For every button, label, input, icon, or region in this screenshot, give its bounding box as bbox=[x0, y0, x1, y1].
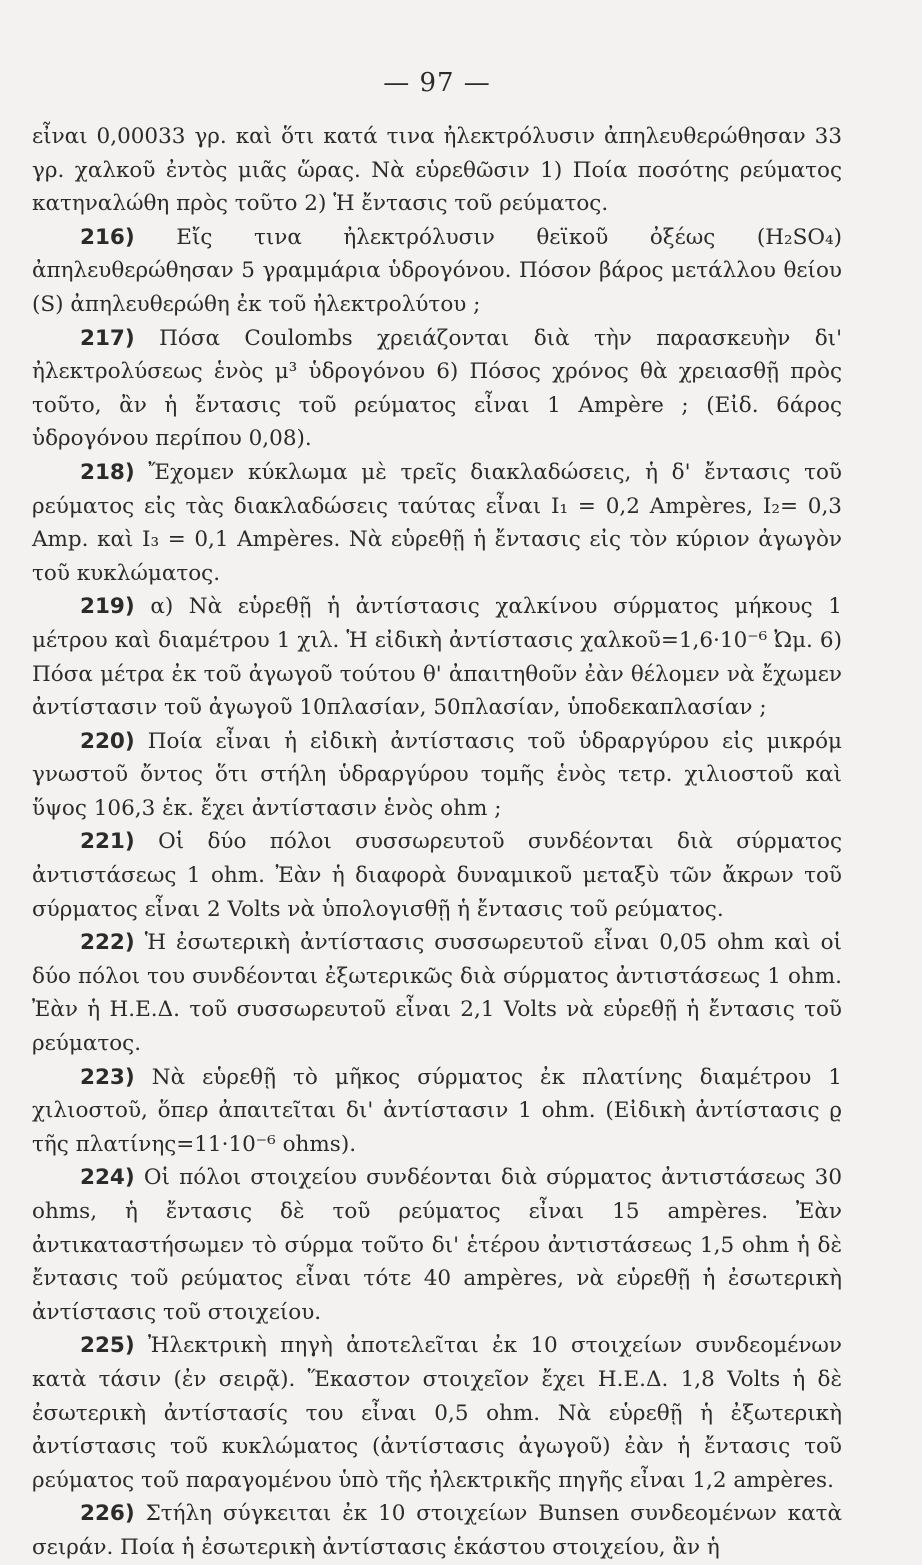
problem-number: 223) bbox=[80, 1064, 135, 1090]
problem-p216 bbox=[32, 221, 842, 322]
problem-text: Στήλη σύγκειται ἐκ 10 στοιχείων Bunsen συνδεομένων κατὰ σειράν. Ποία ἡ ἐσωτερικὴ ἀντίστασις ἑκάστου στοιχείου, ἂν ἡ bbox=[32, 1501, 842, 1560]
problem-p226 bbox=[32, 1497, 842, 1564]
problem-number: 216) bbox=[80, 224, 135, 250]
problem-number: 226) bbox=[80, 1501, 135, 1527]
problem-p223 bbox=[32, 1061, 842, 1162]
page-number: — 97 — bbox=[383, 68, 491, 98]
problem-text: Εἴς τινα ἠλεκτρόλυσιν θεϊκοῦ ὀξέως (H₂SO₄) ἀπηλευθερώθησαν 5 γραμμάρια ὑδρογόνου. Πόσον βάρος μετάλλου θείου (S) ἀπηλευθερώθη ἐκ τοῦ ἠλεκτρολύτου ; bbox=[32, 224, 842, 317]
problem-p221 bbox=[32, 825, 842, 926]
problem-text: Ποία εἶναι ἡ εἰδικὴ ἀντίστασις τοῦ ὑδραργύρου εἰς μικρόμ γνωστοῦ ὄντος ὅτι στήλη ὑδραργύρου τομῆς ἑνὸς τετρ. χιλιοστοῦ καὶ ὕψος 106,3 ἑκ. ἔχει ἀντίστασιν ἑνὸς ohm ; bbox=[32, 728, 842, 821]
problem-intro bbox=[32, 120, 842, 221]
problem-text: Ἔχομεν κύκλωμα μὲ τρεῖς διακλαδώσεις, ἡ δ' ἔντασις τοῦ ρεύματος εἰς τὰς διακλαδώσεις ταύτας εἶναι I₁ = 0,2 Ampères, I₂= 0,3 Amp. καὶ I₃ = 0,1 Ampères. Νὰ εὑρεθῇ ἡ ἔντασις εἰς τὸν κύριον ἀγωγὸν τοῦ κυκλώματος. bbox=[32, 459, 842, 586]
problem-p222 bbox=[32, 926, 842, 1060]
problem-p224 bbox=[32, 1161, 842, 1329]
problem-number: 225) bbox=[80, 1333, 135, 1359]
problem-p218 bbox=[32, 456, 842, 590]
problem-number: 218) bbox=[80, 459, 135, 485]
problem-text: Οἱ πόλοι στοιχείου συνδέονται διὰ σύρματος ἀντιστάσεως 30 ohms, ἡ ἔντασις δὲ τοῦ ρεύματος εἶναι 15 ampères. Ἐὰν ἀντικαταστήσωμεν τὸ σύρμα τοῦτο δι' ἑτέρου ἀντιστάσεως 1,5 ohm ἡ δὲ ἔντασις τοῦ ρεύματος εἶναι τότε 40 ampères, νὰ εὑρεθῇ ἡ ἐσωτερικὴ ἀντίστασις τοῦ στοιχείου. bbox=[32, 1165, 842, 1325]
problem-text: α) Νὰ εὑρεθῇ ἡ ἀντίστασις χαλκίνου σύρματος μήκους 1 μέτρου καὶ διαμέτρου 1 χιλ. Ἡ εἰδικὴ ἀντίστασις χαλκοῦ=1,6·10⁻⁶ Ὠμ. 6) Πόσα μέτρα ἐκ τοῦ ἀγωγοῦ τούτου θ' ἀπαιτηθοῦν ἐὰν θέλομεν νὰ ἔχωμεν ἀντίστασιν τοῦ ἀγωγοῦ 10πλασίαν, 50πλασίαν, ὑποδεκαπλασίαν ; bbox=[32, 594, 842, 721]
problem-p220 bbox=[32, 725, 842, 826]
problem-number: 222) bbox=[80, 930, 135, 956]
problem-text: εἶναι 0,00033 γρ. καὶ ὅτι κατά τινα ἠλεκτρόλυσιν ἀπηλευθερώθησαν 33 γρ. χαλκοῦ ἐντὸς μιᾶς ὥρας. Νὰ εὑρεθῶσιν 1) Ποία ποσότης ρεύματος κατηναλώθη πρὸς τοῦτο 2) Ἡ ἔντασις τοῦ ρεύματος. bbox=[32, 124, 842, 217]
problem-text: Ἡ ἐσωτερικὴ ἀντίστασις συσσωρευτοῦ εἶναι 0,05 ohm καὶ οἱ δύο πόλοι του συνδέονται ἐξωτερικῶς διὰ σύρματος ἀντιστάσεως 1 ohm. Ἐὰν ἡ Η.Ε.Δ. τοῦ συσσωρευτοῦ εἶναι 2,1 Volts νὰ εὑρεθῇ ἡ ἔντασις τοῦ ρεύματος. bbox=[32, 930, 842, 1057]
problem-number: 220) bbox=[80, 728, 135, 754]
problem-text: Ἠλεκτρικὴ πηγὴ ἀποτελεῖται ἐκ 10 στοιχείων συνδεομένων κατὰ τάσιν (ἐν σειρᾷ). Ἕκαστον στοιχεῖον ἔχει Η.Ε.Δ. 1,8 Volts ἡ δὲ ἐσωτερικὴ ἀντίστασίς του εἶναι 0,5 ohm. Νὰ εὑρεθῇ ἡ ἐξωτερικὴ ἀντίστασις τοῦ κυκλώματος (ἀντίστασις ἀγωγοῦ) ἐὰν ἡ ἔντασις τοῦ ρεύματος τοῦ παραγομένου ὑπὸ τῆς ἠλεκτρικῆς πηγῆς εἶναι 1,2 ampères. bbox=[32, 1333, 842, 1493]
problem-number: 221) bbox=[80, 829, 135, 855]
page-body bbox=[32, 120, 842, 1565]
problem-p219 bbox=[32, 590, 842, 724]
problem-p225 bbox=[32, 1329, 842, 1497]
problem-number: 224) bbox=[80, 1165, 135, 1191]
problem-text: Πόσα Coulombs χρειάζονται διὰ τὴν παρασκευὴν δι' ἠλεκτρολύσεως ἑνὸς μ³ ὑδρογόνου 6) Πόσος χρόνος θὰ χρειασθῇ πρὸς τοῦτο, ἂν ἡ ἔντασις τοῦ ρεύματος εἶναι 1 Ampère ; (Εἰδ. 6άρος ὑδρογόνου περίπου 0,08). bbox=[32, 325, 842, 452]
problem-number: 219) bbox=[80, 594, 135, 620]
problem-text: Οἱ δύο πόλοι συσσωρευτοῦ συνδέονται διὰ σύρματος ἀντιστάσεως 1 ohm. Ἐὰν ἡ διαφορὰ δυναμικοῦ μεταξὺ τῶν ἄκρων τοῦ σύρματος εἶναι 2 Volts νὰ ὑπολογισθῇ ἡ ἔντασις τοῦ ρεύματος. bbox=[32, 829, 842, 922]
problem-p217 bbox=[32, 322, 842, 456]
problem-number: 217) bbox=[80, 325, 135, 351]
problem-text: Νὰ εὑρεθῇ τὸ μῆκος σύρματος ἐκ πλατίνης διαμέτρου 1 χιλιοστοῦ, ὅπερ ἀπαιτεῖται δι' ἀντίστασιν 1 ohm. (Εἰδικὴ ἀντίστασις ϱ τῆς πλατίνης=11·10⁻⁶ ohms). bbox=[32, 1064, 842, 1157]
